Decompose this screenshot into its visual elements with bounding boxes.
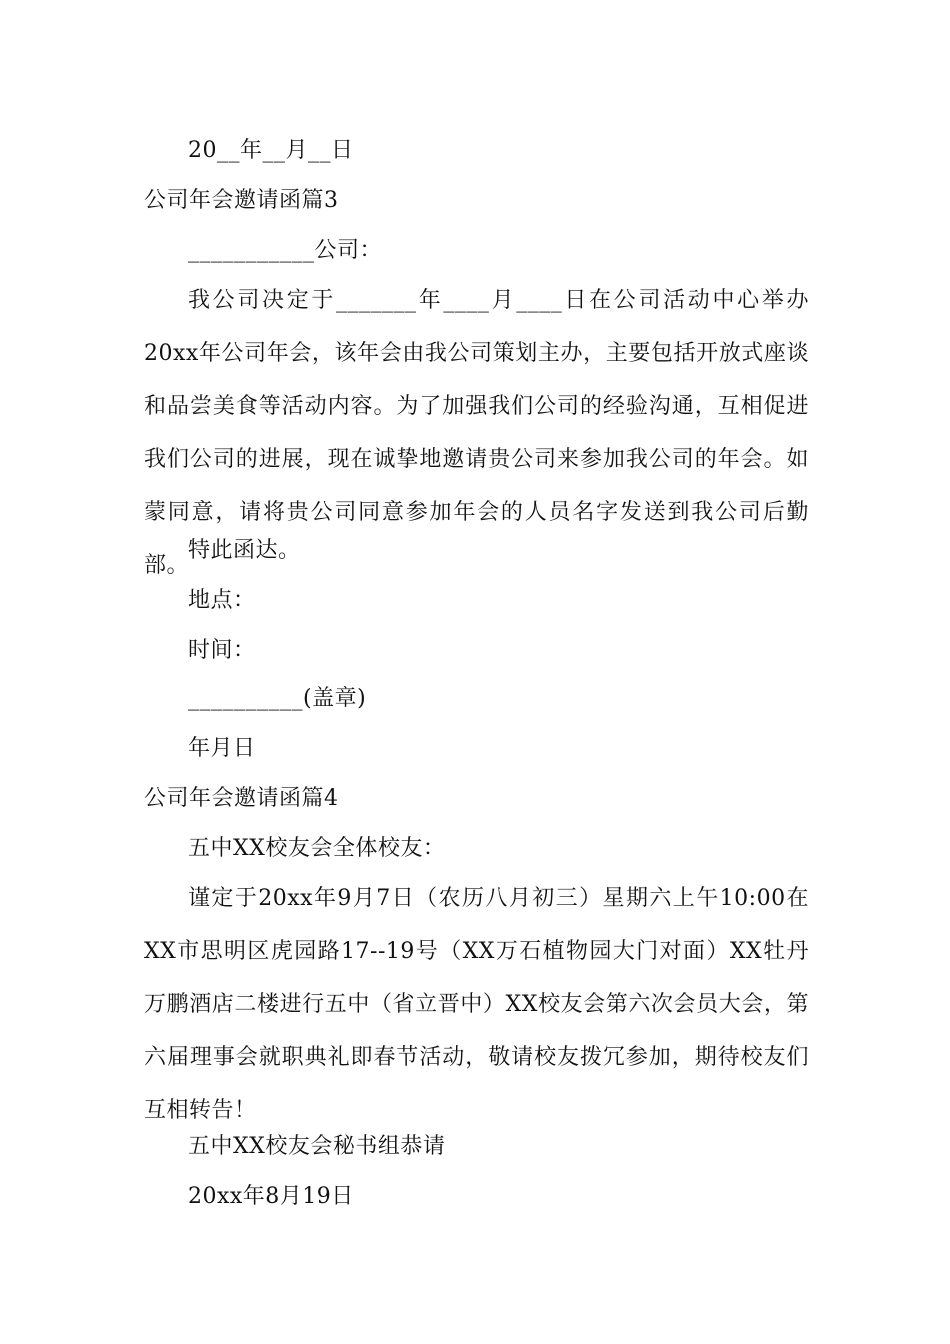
section4-heading: 公司年会邀请函篇4 [144,786,339,811]
location-label: 地点： [188,588,256,613]
section3-salutation: ___________公司： [188,238,383,263]
top-date-line: 20__年__月__日 [188,138,354,163]
seal-line: __________(盖章) [188,686,367,711]
section3-heading: 公司年会邀请函篇3 [144,188,339,213]
section4-salutation: 五中XX校友会全体校友： [188,836,446,861]
section4-signature: 五中XX校友会秘书组恭请 [188,1134,446,1159]
section3-closing: 特此函达。 [188,538,301,563]
section3-body-paragraph: 我公司决定于_______年____月____日在公司活动中心举办20xx年公司年会，该年会由我公司策划主办，主要包括开放式座谈和品尝美食等活动内容。为了加强我们公司的经验沟通，互相促进我们公司的进展，现在诚挚地邀请贵公司来参加我公司的年会。如蒙同意，请将贵公司同意参加年会的人员名字发送到我公司后勤部。 [144,288,809,578]
section3-date-line: 年月日 [188,736,256,761]
section4-date-line: 20xx年8月19日 [188,1184,354,1209]
time-label: 时间： [188,638,256,663]
section4-body-paragraph: 谨定于20xx年9月7日（农历八月初三）星期六上午10:00在XX市思明区虎园路17--19号（XX万石植物园大门对面）XX牡丹万鹏酒店二楼进行五中（省立晋中）XX校友会第六次会员大会，第六届理事会就职典礼即春节活动，敬请校友拨冗参加，期待校友们互相转告！ [144,886,809,1123]
